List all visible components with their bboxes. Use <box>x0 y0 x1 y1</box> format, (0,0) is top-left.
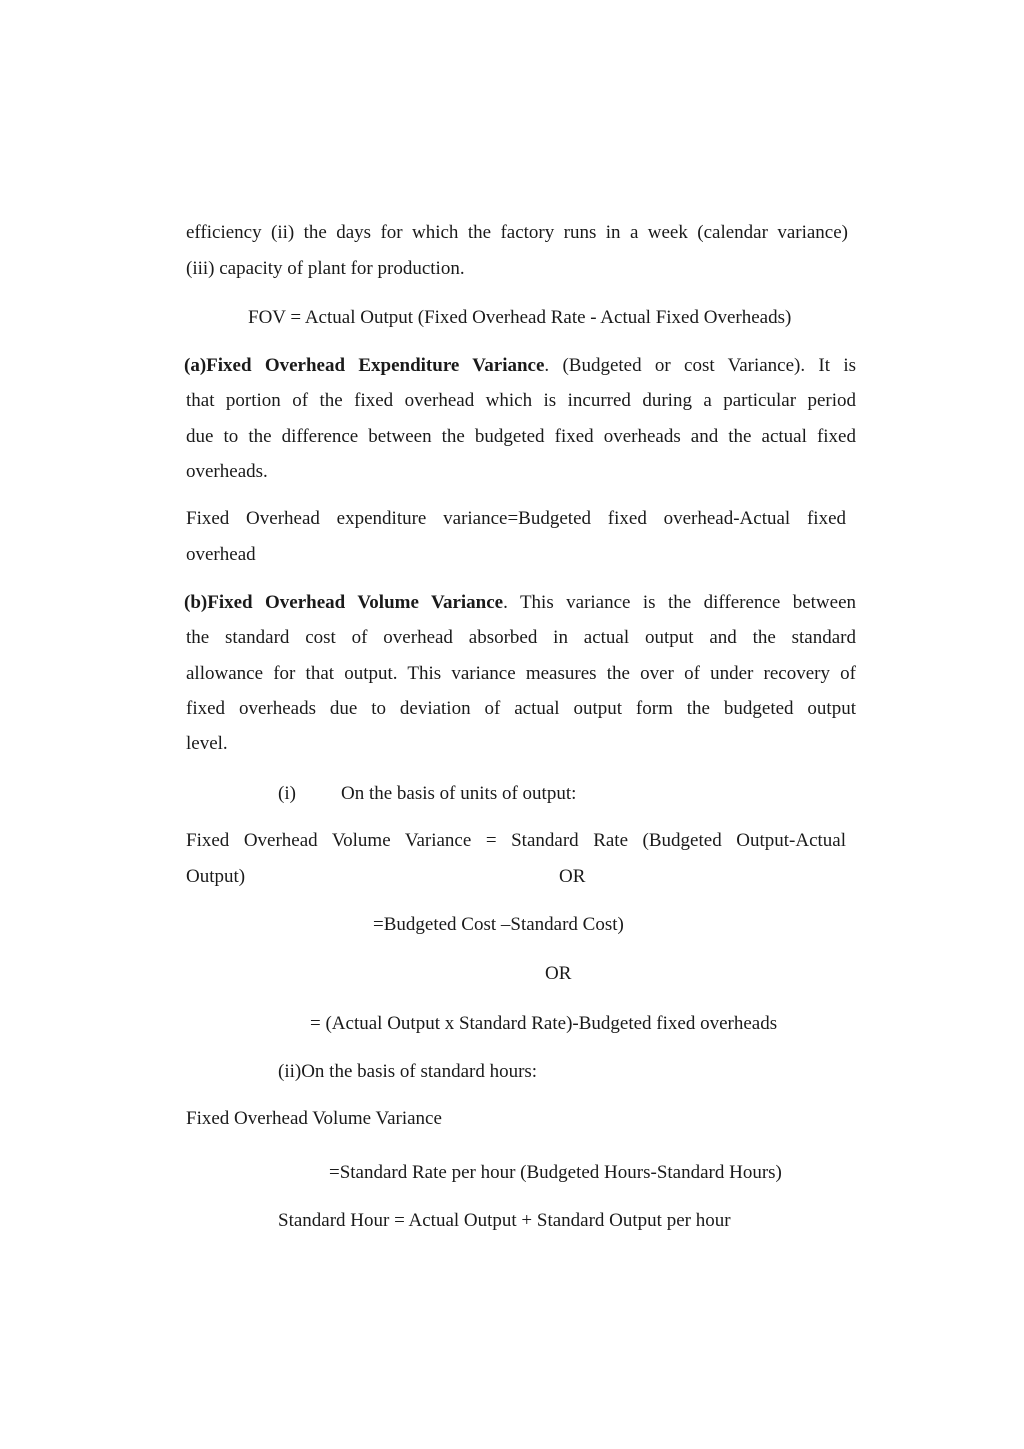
volume-formula: Fixed Overhead Volume Variance = Standard Rate (Budgeted Output-Actual <box>186 830 846 851</box>
expenditure-formula-cont: overhead <box>186 544 256 565</box>
or-label: OR <box>559 866 586 887</box>
standard-hour-formula: Standard Hour = Actual Output + Standard Output per hour <box>278 1210 731 1231</box>
section-a-heading: (a)Fixed Overhead Expenditure Variance <box>184 355 545 376</box>
paragraph-line: fixed overheads due to deviation of actual output form the budgeted output <box>186 698 856 719</box>
section-a-first-line <box>184 351 856 381</box>
paragraph-line: the standard cost of overhead absorbed in actual output and the standard <box>186 627 856 648</box>
paragraph-line: due to the difference between the budgeted fixed overheads and the actual fixed <box>186 426 856 447</box>
paragraph-line: level. <box>186 733 228 754</box>
paragraph-line: overheads. <box>186 461 268 482</box>
list-item-ii-text: (ii)On the basis of standard hours: <box>278 1061 538 1082</box>
fov-formula: FOV = Actual Output (Fixed Overhead Rate - Actual Fixed Overheads) <box>248 307 792 328</box>
section-a-intro: . (Budgeted or cost Variance). It is <box>544 355 856 376</box>
paragraph-line: that portion of the fixed overhead which is incurred during a particular period <box>186 390 856 411</box>
list-item-i-text: On the basis of units of output: <box>341 783 577 804</box>
list-item-i-label: (i) <box>278 783 296 804</box>
standard-rate-formula: =Standard Rate per hour (Budgeted Hours-Standard Hours) <box>329 1162 782 1183</box>
paragraph-line: allowance for that output. This variance measures the over of under recovery of <box>186 663 856 684</box>
paragraph-line: efficiency (ii) the days for which the factory runs in a week (calendar variance) <box>186 222 848 243</box>
expenditure-formula: Fixed Overhead expenditure variance=Budgeted fixed overhead-Actual fixed <box>186 508 846 529</box>
section-b-intro: . This variance is the difference between <box>503 592 856 613</box>
volume-formula-cont: Output) <box>186 866 246 887</box>
section-b-heading: (b)Fixed Overhead Volume Variance <box>184 592 504 613</box>
budgeted-cost-formula: =Budgeted Cost –Standard Cost) <box>373 914 624 935</box>
actual-output-formula: = (Actual Output x Standard Rate)-Budgeted fixed overheads <box>310 1013 778 1034</box>
paragraph-line: (iii) capacity of plant for production. <box>186 258 465 279</box>
or-label: OR <box>545 963 572 984</box>
section-b-first-line <box>184 588 856 618</box>
volume-variance-label: Fixed Overhead Volume Variance <box>186 1108 442 1129</box>
